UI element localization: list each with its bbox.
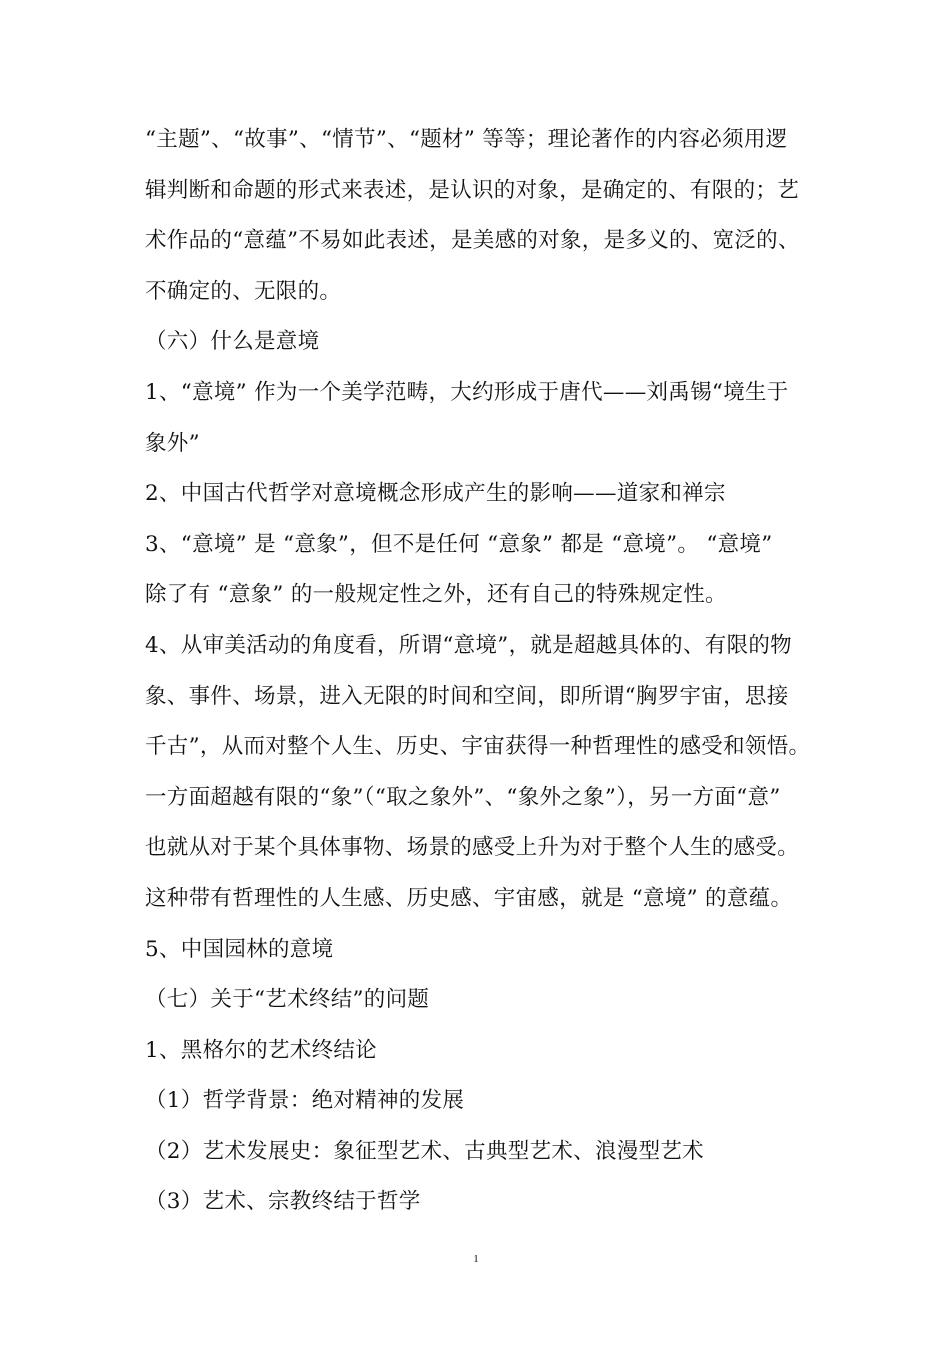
text-line: 1、“意境” 作为一个美学范畴，大约形成于唐代——刘禹锡“境生于: [145, 379, 789, 405]
text-line: 除了有 “意象” 的一般规定性之外，还有自己的特殊规定性。: [145, 582, 727, 608]
text-line: （2）艺术发展史：象征型艺术、古典型艺术、浪漫型艺术: [145, 1138, 704, 1164]
text-line: “主题”、“故事”、“情节”、“题材” 等等；理论著作的内容必须用逻: [145, 127, 788, 152]
text-line: 辑判断和命题的形式来表述，是认识的对象，是确定的、有限的；艺: [145, 177, 800, 203]
document-body: [145, 115, 815, 1228]
section-heading: （六）什么是意境: [145, 329, 320, 355]
text-line: （1）哲学背景：绝对精神的发展: [145, 1088, 465, 1114]
text-line: 5、中国园林的意境: [145, 936, 334, 962]
text-line: 1、黑格尔的艺术终结论: [145, 1037, 377, 1063]
text-line: 象外”: [145, 430, 200, 456]
text-line: 4、从审美活动的角度看，所谓“意境”，就是超越具体的、有限的物: [145, 632, 792, 658]
text-line: 2、中国古代哲学对意境概念形成产生的影响——道家和禅宗: [145, 481, 726, 507]
page-number: 1: [473, 1253, 479, 1265]
text-line: （3）艺术、宗教终结于哲学: [145, 1189, 421, 1215]
text-line: 也就从对于某个具体事物、场景的感受上升为对于整个人生的感受。: [145, 835, 800, 861]
text-line: 千古”，从而对整个人生、历史、宇宙获得一种哲理性的感受和领悟。: [145, 734, 811, 760]
section-heading: （七）关于“艺术终结”的问题: [145, 987, 430, 1013]
text-line: 不确定的、无限的。: [145, 278, 342, 304]
text-line: 象、事件、场景，进入无限的时间和空间，即所谓“胸罗宇宙，思接: [145, 683, 789, 709]
text-line: 一方面超越有限的“象”（“取之象外”、“象外之象”），另一方面“意”: [145, 784, 781, 810]
text-line: 这种带有哲理性的人生感、历史感、宇宙感，就是 “意境” 的意蕴。: [145, 885, 793, 911]
text-line: 3、“意境” 是 “意象”，但不是任何 “意象” 都是 “意境”。 “意境”: [145, 531, 773, 557]
text-line: 术作品的“意蕴”不易如此表述，是美感的对象，是多义的、宽泛的、: [145, 228, 800, 254]
